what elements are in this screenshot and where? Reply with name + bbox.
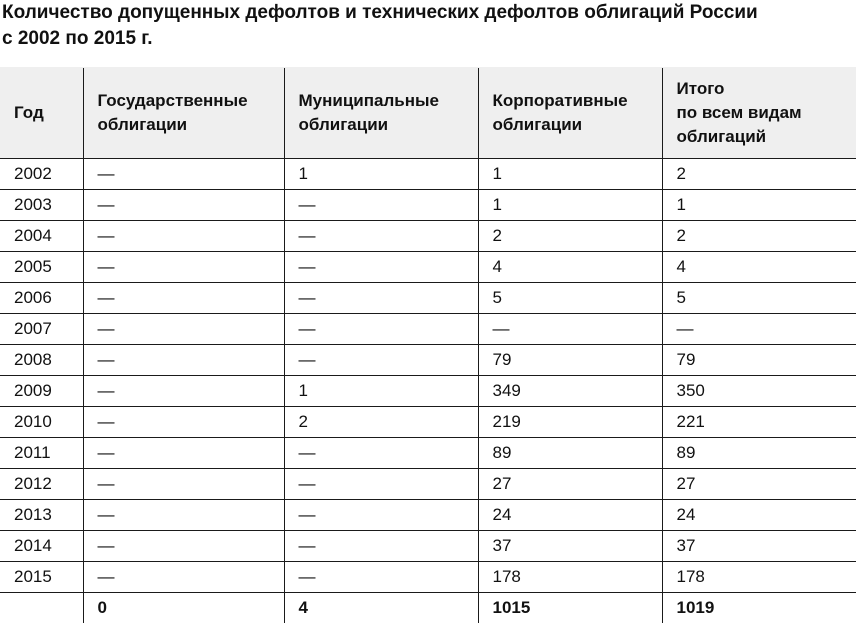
table-row [0,221,856,252]
cell-state-bonds: — [83,345,284,376]
cell-total-all-bonds: 27 [662,469,856,500]
cell-total-all-bonds: 178 [662,562,856,593]
cell-state-bonds: — [83,283,284,314]
cell-corporate-bonds: 178 [478,562,662,593]
cell-corporate-bonds: 2 [478,221,662,252]
table-row [0,500,856,531]
title-line-2: с 2002 по 2015 г. [2,28,153,49]
column-header-year [0,68,83,159]
total-cell-municipal-bonds: 4 [284,593,478,624]
cell-state-bonds: — [83,159,284,190]
cell-total-all-bonds: 1 [662,190,856,221]
cell-total-all-bonds: 2 [662,159,856,190]
table-row [0,159,856,190]
cell-municipal-bonds: — [284,438,478,469]
cell-corporate-bonds: 219 [478,407,662,438]
cell-year: 2014 [0,531,83,562]
title-line-1: Количество допущенных дефолтов и технических дефолтов облигаций России [2,2,758,23]
cell-state-bonds: — [83,438,284,469]
cell-state-bonds: — [83,531,284,562]
cell-year: 2012 [0,469,83,500]
cell-state-bonds: — [83,500,284,531]
cell-state-bonds: — [83,469,284,500]
cell-state-bonds: — [83,314,284,345]
cell-state-bonds: — [83,221,284,252]
cell-corporate-bonds: — [478,314,662,345]
cell-municipal-bonds: 1 [284,159,478,190]
cell-total-all-bonds: 4 [662,252,856,283]
total-cell-year [0,593,83,624]
cell-year: 2002 [0,159,83,190]
total-row [0,593,856,624]
cell-state-bonds: — [83,252,284,283]
cell-municipal-bonds: — [284,221,478,252]
column-header-line: по всем видам [676,103,802,122]
column-header-total-all-bonds [662,68,856,159]
table-row [0,531,856,562]
table-row [0,314,856,345]
column-header-line: облигации [492,115,583,134]
column-header-line: облигации [97,115,188,134]
table-row [0,283,856,314]
table-row [0,190,856,221]
cell-corporate-bonds: 349 [478,376,662,407]
cell-corporate-bonds: 89 [478,438,662,469]
column-header-line: Муниципальные [298,91,439,110]
column-header-line: Корпоративные [492,91,628,110]
cell-municipal-bonds: — [284,190,478,221]
column-header-line: Итого [676,79,725,98]
cell-corporate-bonds: 24 [478,500,662,531]
cell-corporate-bonds: 79 [478,345,662,376]
table-row [0,376,856,407]
cell-year: 2006 [0,283,83,314]
page-title [2,0,852,52]
defaults-table [0,67,856,623]
cell-municipal-bonds: — [284,500,478,531]
column-header-line: Год [14,103,44,122]
table-row [0,252,856,283]
cell-total-all-bonds: 221 [662,407,856,438]
total-cell-total-all-bonds: 1019 [662,593,856,624]
table-row [0,345,856,376]
cell-municipal-bonds: 2 [284,407,478,438]
cell-year: 2008 [0,345,83,376]
cell-municipal-bonds: — [284,531,478,562]
cell-corporate-bonds: 4 [478,252,662,283]
column-header-municipal-bonds [284,68,478,159]
cell-municipal-bonds: — [284,314,478,345]
column-header-corporate-bonds [478,68,662,159]
cell-total-all-bonds: 79 [662,345,856,376]
cell-year: 2007 [0,314,83,345]
cell-corporate-bonds: 37 [478,531,662,562]
total-cell-state-bonds: 0 [83,593,284,624]
cell-year: 2009 [0,376,83,407]
cell-total-all-bonds: — [662,314,856,345]
cell-year: 2010 [0,407,83,438]
cell-state-bonds: — [83,407,284,438]
table-row [0,469,856,500]
cell-municipal-bonds: 1 [284,376,478,407]
cell-year: 2013 [0,500,83,531]
cell-total-all-bonds: 5 [662,283,856,314]
table-row [0,407,856,438]
table-row [0,438,856,469]
cell-year: 2015 [0,562,83,593]
cell-state-bonds: — [83,562,284,593]
cell-total-all-bonds: 2 [662,221,856,252]
cell-municipal-bonds: — [284,252,478,283]
cell-year: 2005 [0,252,83,283]
cell-total-all-bonds: 350 [662,376,856,407]
table-header [0,68,856,159]
cell-year: 2003 [0,190,83,221]
cell-total-all-bonds: 37 [662,531,856,562]
cell-total-all-bonds: 89 [662,438,856,469]
cell-municipal-bonds: — [284,469,478,500]
header-row [0,68,856,159]
cell-municipal-bonds: — [284,283,478,314]
table-body [0,159,856,624]
cell-municipal-bonds: — [284,345,478,376]
cell-corporate-bonds: 27 [478,469,662,500]
cell-state-bonds: — [83,190,284,221]
column-header-line: облигации [298,115,389,134]
cell-state-bonds: — [83,376,284,407]
cell-year: 2011 [0,438,83,469]
table-row [0,562,856,593]
cell-corporate-bonds: 5 [478,283,662,314]
column-header-line: облигаций [676,127,767,146]
column-header-line: Государственные [97,91,248,110]
cell-corporate-bonds: 1 [478,159,662,190]
cell-year: 2004 [0,221,83,252]
cell-corporate-bonds: 1 [478,190,662,221]
total-cell-corporate-bonds: 1015 [478,593,662,624]
cell-total-all-bonds: 24 [662,500,856,531]
column-header-state-bonds [83,68,284,159]
cell-municipal-bonds: — [284,562,478,593]
